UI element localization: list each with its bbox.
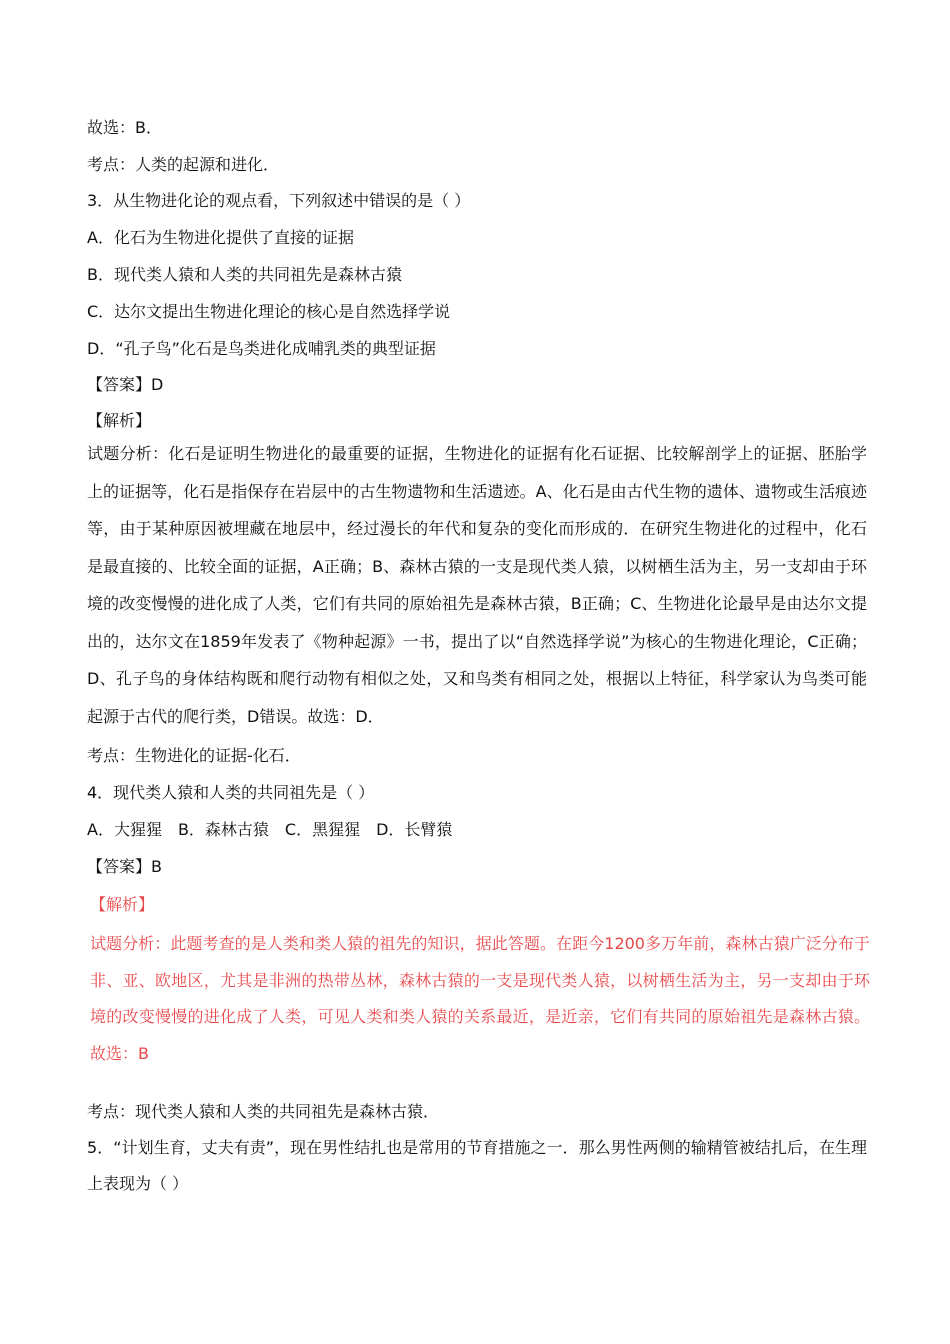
q2-knowledge-point: 考点：人类的起源和进化． bbox=[87, 155, 280, 174]
q4-answer: 【答案】B bbox=[87, 857, 162, 876]
q3-analysis-title: 【解析】 bbox=[87, 411, 152, 430]
q4-knowledge-point: 考点：现代类人猿和人类的共同祖先是森林古猿． bbox=[87, 1102, 440, 1121]
q3-option-a: A．化石为生物进化提供了直接的证据 bbox=[87, 228, 354, 247]
q3-option-c: C．达尔文提出生物进化理论的核心是自然选择学说 bbox=[87, 302, 451, 321]
q2-choice: 故选：B． bbox=[87, 118, 162, 137]
q4-options: A．大猩猩 B．森林古猿 C．黑猩猩 D．长臂猿 bbox=[87, 820, 453, 839]
q4-stem: 4．现代类人猿和人类的共同祖先是（ ） bbox=[87, 783, 375, 802]
q4-analysis-text: 试题分析：此题考查的是人类和类人猿的祖先的知识，据此答题。在距今1200多万年前，森林古猿广泛分布于非、亚、欧地区，尤其是非洲的热带丛林，森林古猿的一支是现代类人猿，以树栖生活为主，另一支却由于环境的改变慢慢的进化成了人类，可见人类和类人猿的关系最近，是近亲，它们有共同的原始祖先是森林古猿。故选：B bbox=[90, 934, 870, 1063]
q3-knowledge-point: 考点：生物进化的证据-化石． bbox=[87, 746, 301, 765]
q4-analysis-title: 【解析】 bbox=[90, 895, 155, 914]
q3-option-b: B．现代类人猿和人类的共同祖先是森林古猿 bbox=[87, 265, 402, 284]
q3-analysis-text: 试题分析：化石是证明生物进化的最重要的证据，生物进化的证据有化石证据、比较解剖学上的证据、胚胎学上的证据等，化石是指保存在岩层中的古生物遗物和生活遗迹。A、化石是由古代生物的遗体、遗物或生活痕迹等，由于某种原因被埋藏在地层中，经过漫长的年代和复杂的变化而形成的．在研究生物进化的过程中，化石是最直接的、比较全面的证据，A正确；B、森林古猿的一支是现代类人猿，以树栖生活为主，另一支却由于环境的改变慢慢的进化成了人类，它们有共同的原始祖先是森林古猿，B正确；C、生物进化论最早是由达尔文提出的，达尔文在1859年发表了《物种起源》一书，提出了以“自然选择学说”为核心的生物进化理论，C正确；D、孔子鸟的身体结构既和爬行动物有相似之处，又和鸟类有相同之处，根据以上特征，科学家认为鸟类可能起源于古代的爬行类，D错误。故选：D． bbox=[87, 444, 867, 726]
q3-option-d: D．“孔子鸟”化石是鸟类进化成哺乳类的典型证据 bbox=[87, 339, 436, 358]
q3-stem: 3．从生物进化论的观点看，下列叙述中错误的是（ ） bbox=[87, 191, 471, 210]
q5-stem: 5．“计划生育，丈夫有责”，现在男性结扎也是常用的节育措施之一．那么男性两侧的输精管被结扎后，在生理上表现为（ ） bbox=[87, 1138, 867, 1193]
q3-answer: 【答案】D bbox=[87, 375, 164, 394]
